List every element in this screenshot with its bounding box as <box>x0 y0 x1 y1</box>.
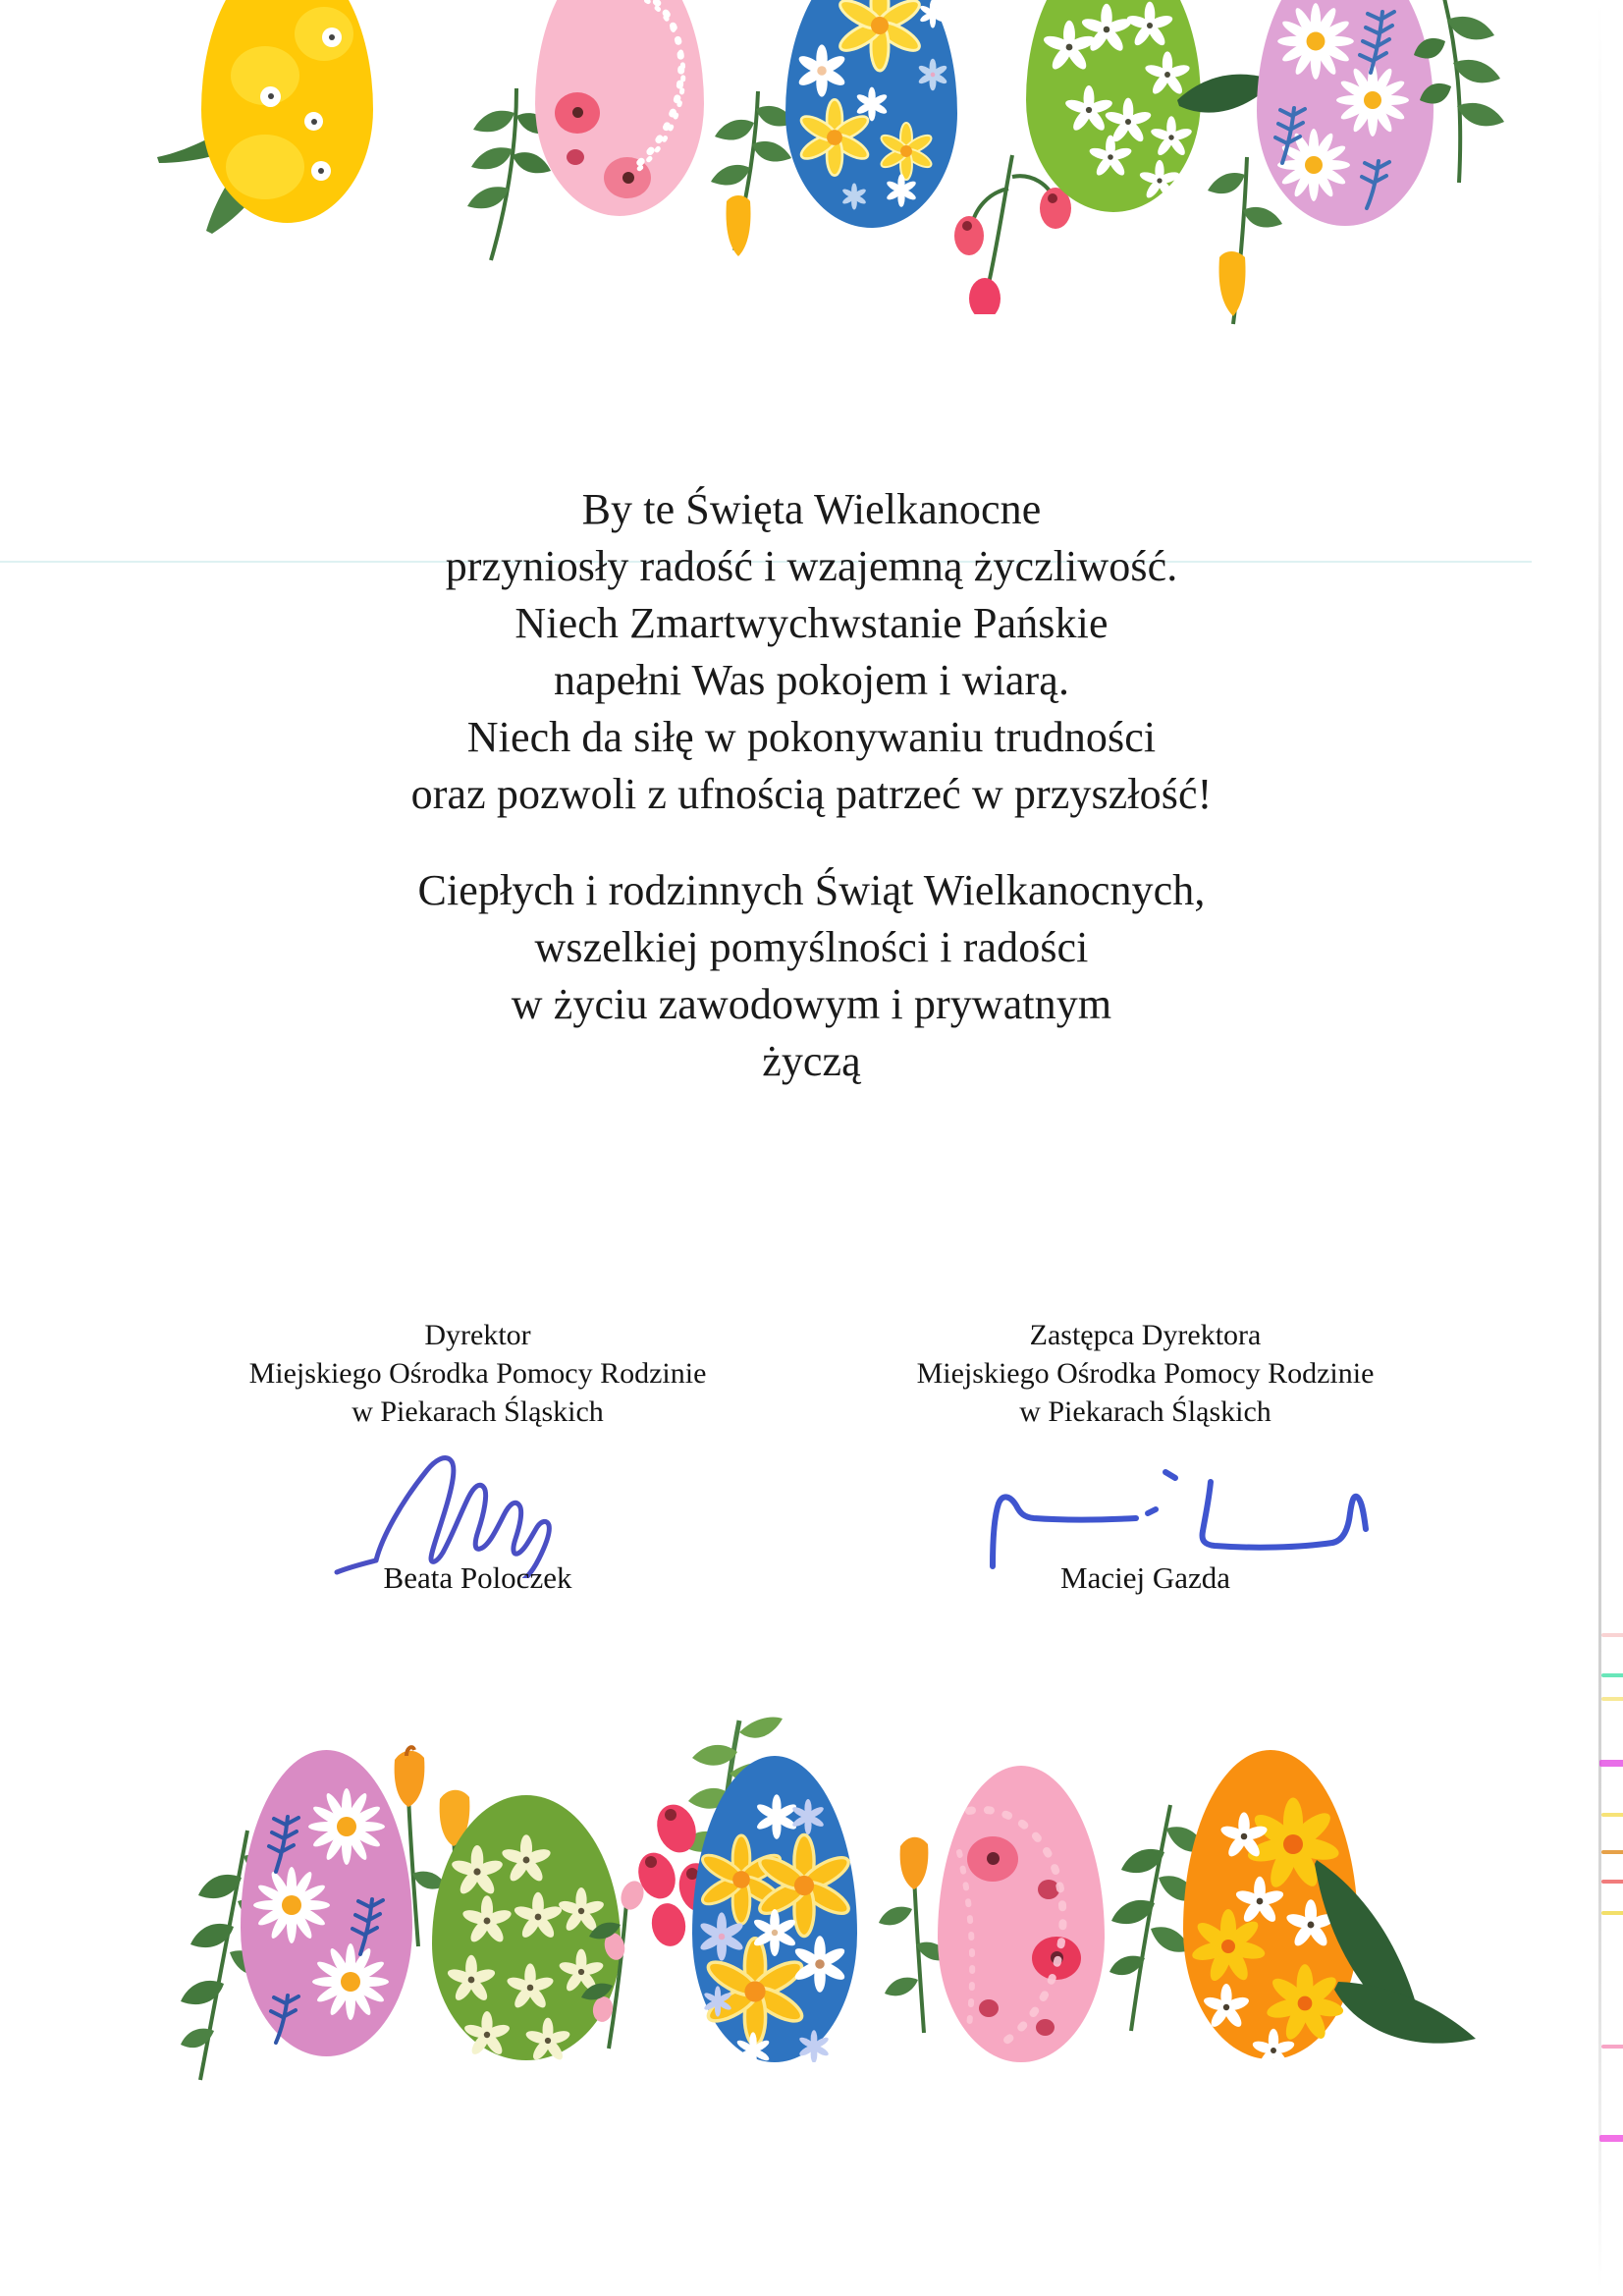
scan-color-streak <box>1599 2135 1623 2142</box>
verse-line: przyniosły radość i wzajemną życzliwość. <box>445 542 1178 590</box>
verse-line: napełni Was pokojem i wiarą. <box>553 656 1070 704</box>
flower-center <box>329 34 335 40</box>
leaf-icon <box>1299 1844 1495 2070</box>
verse-line: Niech da siłę w pokonywaniu trudności <box>466 713 1157 761</box>
director-title-line2: Miejskiego Ośrodka Pomocy Rodzinie <box>248 1357 707 1390</box>
white-arc-decor-icon <box>949 1793 1097 2049</box>
deputy-title-line2: Miejskiego Ośrodka Pomocy Rodzinie <box>916 1357 1375 1390</box>
signature-area <box>0 1316 1623 1596</box>
deputy-signature-ink <box>841 1431 1450 1560</box>
bottom-decorative-border <box>0 1709 1623 2121</box>
signature-block-deputy <box>841 1316 1450 1596</box>
director-signature-ink <box>174 1431 783 1560</box>
scan-color-streak <box>1601 1880 1623 1884</box>
scan-edge-artifact <box>1598 0 1601 2296</box>
scan-color-streak <box>1599 1760 1623 1767</box>
egg-daisy-pattern <box>1257 0 1434 226</box>
verse-line: By te Święta Wielkanocne <box>581 485 1042 533</box>
white-arc-decor-icon <box>586 0 694 173</box>
scan-color-streak <box>1601 1850 1623 1854</box>
director-name: Beata Poloczek <box>383 1560 572 1595</box>
flower-center <box>318 168 324 174</box>
top-decorative-border <box>0 0 1623 295</box>
verse-line: oraz pozwoli z ufnością patrzeć w przyszłość! <box>410 770 1213 818</box>
leaf-sprig-icon <box>1414 0 1542 196</box>
scan-color-streak <box>1601 1911 1623 1915</box>
scan-color-streak <box>1601 1813 1623 1817</box>
flower-center <box>268 93 274 99</box>
deputy-name: Maciej Gazda <box>1060 1560 1230 1595</box>
small-flower-icon <box>567 149 584 165</box>
director-title-line3: w Piekarach Śląskich <box>352 1395 604 1428</box>
flower-center <box>311 119 317 125</box>
scan-color-streak <box>1601 2045 1623 2049</box>
flower-center <box>622 172 634 184</box>
verse-line: Ciepłych i rodzinnych Świąt Wielkanocnych, <box>417 866 1206 914</box>
egg-accent-blob <box>226 135 304 199</box>
verse-line: Niech Zmartwychwstanie Pańskie <box>514 599 1109 647</box>
flower-center <box>572 107 583 118</box>
scan-color-streak <box>1601 1673 1623 1677</box>
deputy-title-line3: w Piekarach Śląskich <box>1019 1395 1271 1428</box>
signature-block-director <box>174 1316 783 1596</box>
scan-color-streak <box>1601 1697 1623 1701</box>
verse-line: wszelkiej pomyślności i radości <box>534 923 1089 971</box>
director-title-line1: Dyrektor <box>424 1319 531 1351</box>
stanza-spacer <box>0 823 1623 862</box>
greeting-verse <box>0 481 1623 1090</box>
verse-line: życzą <box>762 1037 861 1085</box>
egg-flower-pattern <box>692 1756 857 2062</box>
deputy-title-line1: Zastępca Dyrektora <box>1029 1319 1262 1351</box>
verse-line: w życiu zawodowym i prywatnym <box>511 980 1112 1028</box>
scan-color-streak <box>1601 1633 1623 1637</box>
